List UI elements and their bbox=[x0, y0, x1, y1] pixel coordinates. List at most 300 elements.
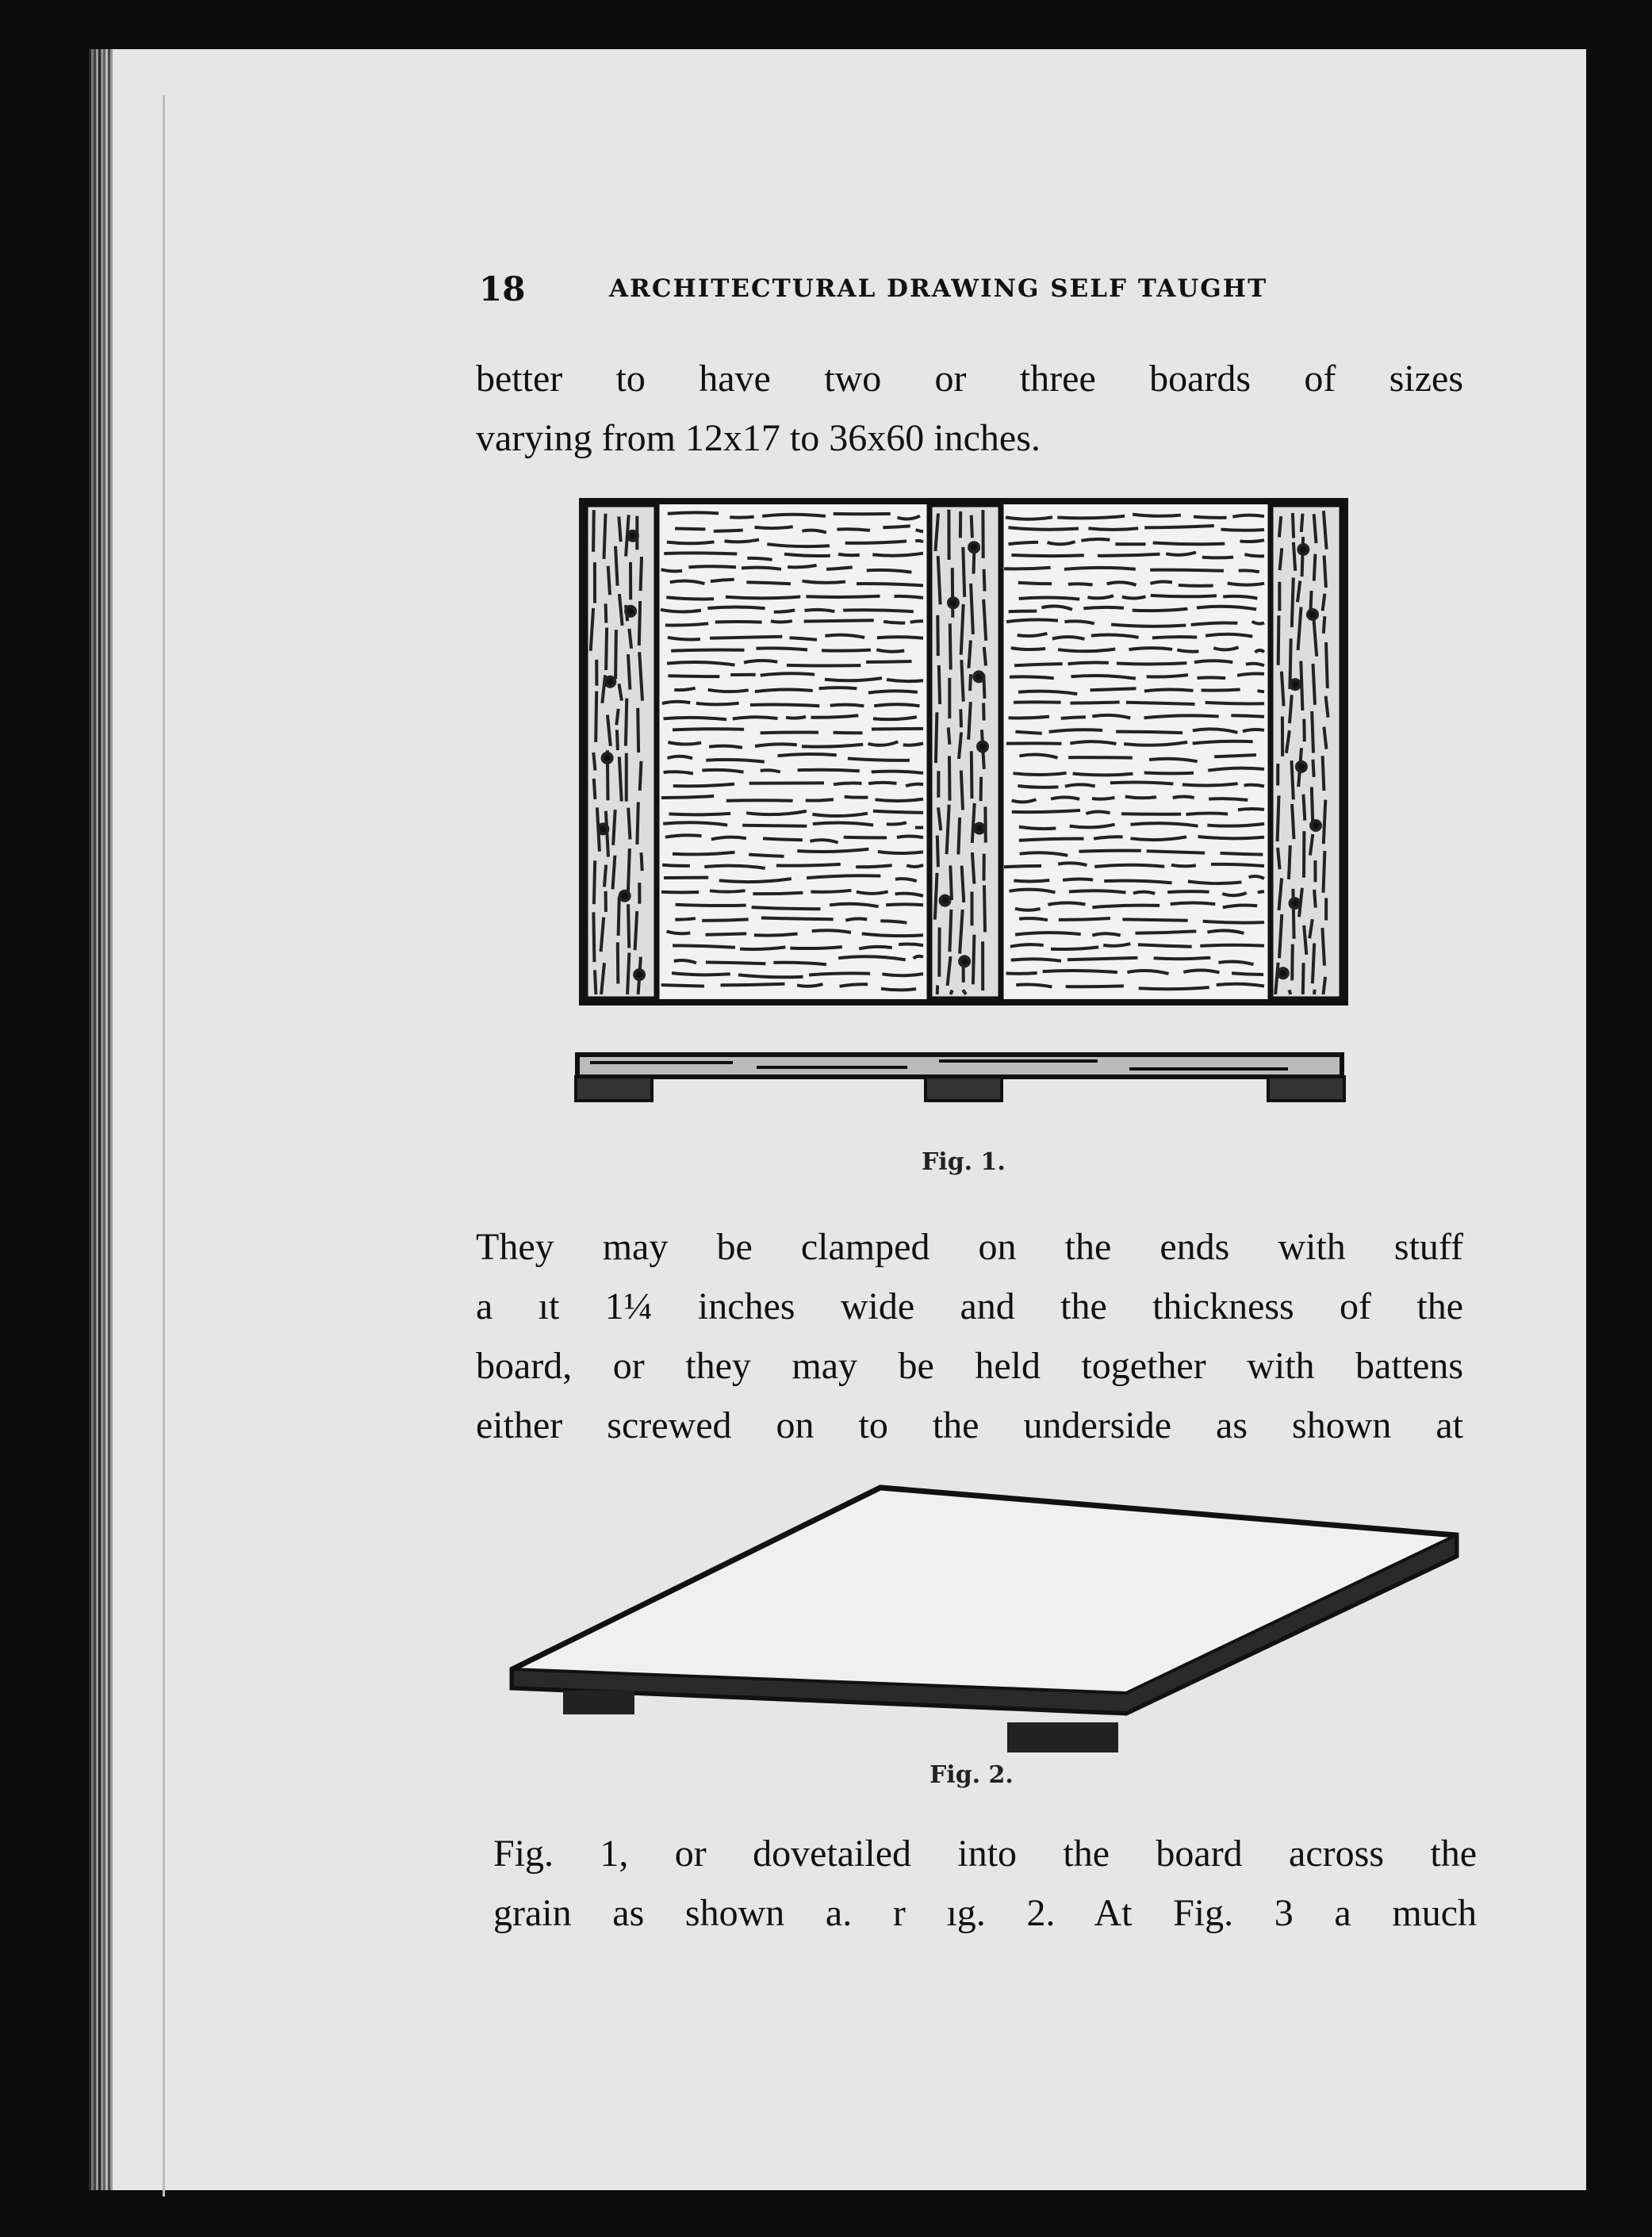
clamp-grain-stroke bbox=[1278, 848, 1280, 869]
grain-stroke bbox=[742, 825, 807, 826]
grain-stroke bbox=[1019, 827, 1056, 829]
grain-stroke bbox=[1171, 865, 1196, 867]
grain-stroke bbox=[661, 892, 699, 893]
grain-stroke bbox=[910, 621, 923, 622]
grain-stroke bbox=[1202, 557, 1233, 558]
knot-mark bbox=[974, 672, 983, 681]
knot-mark bbox=[949, 598, 958, 607]
clamp-grain-stroke bbox=[641, 557, 642, 591]
grain-stroke bbox=[742, 568, 781, 569]
clamp-grain-stroke bbox=[1278, 795, 1279, 841]
grain-stroke bbox=[838, 554, 860, 555]
clamp-grain-stroke bbox=[1303, 795, 1305, 821]
clamp-grain-stroke bbox=[1303, 963, 1304, 994]
grain-stroke bbox=[1067, 958, 1138, 960]
grain-stroke bbox=[1063, 879, 1093, 880]
grain-stroke bbox=[1065, 784, 1095, 786]
clamp-grain-stroke bbox=[1279, 516, 1281, 537]
grain-stroke bbox=[1171, 903, 1216, 905]
clamp-grain-stroke bbox=[1322, 928, 1324, 966]
grain-stroke bbox=[664, 718, 727, 719]
grain-stroke bbox=[906, 784, 923, 786]
clamp-grain-stroke bbox=[958, 818, 960, 855]
knot-mark bbox=[603, 753, 612, 763]
grain-stroke bbox=[1238, 809, 1264, 810]
dovetail-batten-side bbox=[1007, 1722, 1118, 1752]
grain-stroke bbox=[668, 512, 719, 513]
grain-stroke bbox=[844, 837, 887, 838]
grain-stroke bbox=[1152, 637, 1197, 638]
grain-stroke bbox=[915, 541, 923, 542]
grain-stroke bbox=[1073, 774, 1133, 776]
grain-stroke bbox=[1110, 783, 1174, 784]
grain-stroke bbox=[749, 855, 784, 856]
grain-stroke bbox=[895, 596, 924, 598]
paragraph-3 bbox=[493, 1824, 1477, 1943]
grain-stroke bbox=[672, 973, 730, 975]
grain-stroke bbox=[880, 921, 906, 922]
clamp-grain-stroke bbox=[616, 709, 618, 726]
grain-stroke bbox=[1182, 783, 1238, 785]
clamp-grain-stroke bbox=[606, 628, 607, 671]
grain-stroke bbox=[671, 650, 744, 651]
clamp-grain-stroke bbox=[1314, 990, 1315, 994]
clamp-grain-stroke bbox=[628, 808, 630, 840]
clamp-grain-stroke bbox=[1324, 800, 1326, 845]
knot-mark bbox=[634, 970, 644, 979]
clamp-grain-stroke bbox=[1313, 944, 1314, 984]
grain-stroke bbox=[675, 918, 696, 919]
grain-stroke bbox=[1154, 958, 1211, 959]
grain-stroke bbox=[1011, 648, 1045, 649]
grain-stroke bbox=[1150, 570, 1224, 571]
clamp-grain-stroke bbox=[984, 569, 985, 592]
grain-stroke bbox=[1147, 675, 1188, 676]
clamp-grain-stroke bbox=[972, 852, 975, 884]
grain-stroke bbox=[1239, 570, 1259, 572]
clamp-grain-stroke bbox=[615, 546, 618, 586]
clamp-grain-stroke bbox=[935, 873, 937, 920]
grain-stroke bbox=[1198, 837, 1264, 838]
grain-stroke bbox=[806, 596, 880, 597]
clamp-grain-stroke bbox=[629, 629, 631, 649]
clamp-grain-stroke bbox=[1314, 890, 1316, 908]
clamp-grain-stroke bbox=[937, 615, 938, 656]
grain-stroke bbox=[1144, 689, 1194, 691]
text-line: a ıt 1¼ inches wide and the thickness of the bbox=[476, 1285, 1463, 1327]
grain-stroke bbox=[1144, 773, 1194, 774]
clamp-grain-stroke bbox=[604, 514, 606, 559]
grain-stroke bbox=[1094, 837, 1123, 838]
clamp-grain-stroke bbox=[1292, 944, 1293, 981]
page-inner-edge bbox=[163, 95, 165, 2197]
clamp-grain-stroke bbox=[1301, 514, 1303, 532]
grain-stroke bbox=[1179, 585, 1213, 586]
grain-stroke bbox=[662, 702, 690, 703]
grain-stroke bbox=[1125, 797, 1156, 799]
grain-stroke bbox=[702, 919, 748, 921]
grain-stroke bbox=[1015, 909, 1041, 910]
grain-stroke bbox=[843, 610, 914, 611]
clamp-grain-stroke bbox=[1293, 513, 1294, 538]
grain-stroke bbox=[1122, 596, 1146, 598]
paragraph-2 bbox=[476, 1217, 1463, 1455]
knot-mark bbox=[969, 542, 979, 552]
grain-stroke bbox=[877, 637, 923, 638]
grain-stroke bbox=[1019, 598, 1080, 599]
grain-stroke bbox=[886, 904, 923, 905]
grain-stroke bbox=[1092, 933, 1120, 935]
knot-mark bbox=[626, 607, 635, 616]
grain-stroke bbox=[1090, 688, 1136, 690]
page-number: 18 bbox=[479, 270, 526, 308]
grain-stroke bbox=[1133, 515, 1181, 516]
grain-stroke bbox=[1133, 609, 1188, 611]
clamp-grain-stroke bbox=[1302, 537, 1304, 576]
grain-stroke bbox=[1019, 839, 1084, 841]
grain-stroke bbox=[857, 584, 923, 585]
clamp-grain-stroke bbox=[1324, 556, 1326, 588]
grain-stroke bbox=[806, 799, 834, 800]
grain-stroke bbox=[753, 893, 803, 894]
running-title: ARCHITECTURAL DRAWING SELF TAUGHT bbox=[609, 274, 1268, 303]
grain-stroke bbox=[711, 580, 734, 581]
grain-stroke bbox=[667, 542, 715, 543]
grain-stroke bbox=[1043, 971, 1117, 972]
grain-stroke bbox=[1150, 581, 1172, 583]
knot-mark bbox=[1278, 968, 1288, 978]
grain-stroke bbox=[730, 517, 754, 518]
grain-stroke bbox=[1019, 918, 1048, 920]
clamp-grain-stroke bbox=[593, 753, 595, 771]
clamp-grain-stroke bbox=[1278, 615, 1279, 665]
clamp-grain-stroke bbox=[627, 953, 629, 995]
clamp-grain-stroke bbox=[628, 904, 629, 948]
grain-stroke bbox=[1116, 732, 1182, 734]
clamp-grain-stroke bbox=[937, 836, 938, 868]
grain-stroke bbox=[688, 566, 736, 567]
grain-stroke bbox=[784, 554, 830, 556]
clamp-grain-stroke bbox=[949, 756, 950, 800]
grain-stroke bbox=[1243, 730, 1264, 731]
grain-stroke bbox=[706, 933, 747, 934]
clamp-grain-stroke bbox=[936, 712, 937, 763]
grain-stroke bbox=[1088, 528, 1138, 530]
grain-stroke bbox=[899, 944, 923, 945]
grain-stroke bbox=[762, 515, 826, 516]
grain-stroke bbox=[830, 705, 864, 707]
knot-mark bbox=[941, 896, 950, 906]
grain-stroke bbox=[804, 620, 874, 621]
grain-stroke bbox=[1059, 918, 1110, 920]
clamp-grain-stroke bbox=[640, 761, 642, 791]
grain-stroke bbox=[805, 610, 835, 611]
grain-stroke bbox=[676, 905, 746, 906]
grain-stroke bbox=[826, 567, 853, 569]
grain-stroke bbox=[1232, 515, 1264, 517]
clamp-grain-stroke bbox=[593, 912, 594, 962]
grain-stroke bbox=[848, 759, 910, 760]
knot-mark bbox=[1311, 821, 1320, 830]
grain-stroke bbox=[1011, 555, 1083, 556]
clamp-grain-stroke bbox=[613, 810, 615, 845]
grain-stroke bbox=[878, 852, 923, 853]
grain-stroke bbox=[1173, 797, 1194, 798]
grain-stroke bbox=[721, 984, 785, 986]
figure-2-caption: Fig. 2. bbox=[929, 1761, 1014, 1789]
grain-stroke bbox=[1136, 931, 1197, 933]
clamp-grain-stroke bbox=[1312, 711, 1313, 753]
clamp-grain-stroke bbox=[1324, 851, 1325, 893]
grain-stroke bbox=[763, 838, 803, 840]
grain-stroke bbox=[1092, 798, 1115, 799]
grain-stroke bbox=[733, 717, 778, 718]
grain-stroke bbox=[1144, 526, 1214, 527]
grain-stroke bbox=[874, 704, 919, 706]
knot-mark bbox=[628, 531, 638, 541]
clamp-grain-stroke bbox=[1293, 889, 1294, 939]
clamp-grain-stroke bbox=[1323, 594, 1325, 611]
grain-stroke bbox=[1167, 891, 1209, 892]
grain-stroke bbox=[761, 918, 834, 920]
grain-stroke bbox=[903, 744, 923, 745]
grain-stroke bbox=[1015, 732, 1041, 734]
clamp-grain-stroke bbox=[950, 865, 952, 900]
grain-stroke bbox=[1010, 676, 1054, 678]
running-head bbox=[479, 270, 1316, 317]
clamp-grain-stroke bbox=[949, 727, 950, 744]
grain-stroke bbox=[882, 974, 923, 975]
clamp-grain-stroke bbox=[617, 730, 618, 750]
grain-stroke bbox=[809, 973, 870, 975]
clamp-grain-stroke bbox=[606, 603, 607, 622]
grain-stroke bbox=[1153, 543, 1225, 545]
grain-stroke bbox=[1014, 880, 1049, 882]
grain-stroke bbox=[1191, 623, 1238, 625]
grain-stroke bbox=[866, 661, 911, 662]
dovetail-batten-front bbox=[563, 1691, 634, 1714]
clamp-grain-stroke bbox=[604, 865, 606, 887]
grain-stroke bbox=[778, 754, 837, 756]
grain-stroke bbox=[837, 529, 870, 531]
grain-stroke bbox=[872, 729, 923, 730]
clamp-grain-stroke bbox=[949, 910, 951, 952]
figure-2-board-perspective bbox=[508, 1483, 1459, 1760]
clamp-grain-stroke bbox=[963, 547, 964, 597]
grain-stroke bbox=[1012, 810, 1080, 812]
grain-stroke bbox=[665, 623, 708, 625]
clamp-grain-stroke bbox=[639, 601, 640, 645]
grain-stroke bbox=[1009, 717, 1049, 718]
grain-stroke bbox=[666, 597, 714, 599]
clamp-grain-stroke bbox=[981, 777, 982, 801]
grain-stroke bbox=[1209, 799, 1248, 800]
grain-stroke bbox=[845, 918, 867, 920]
grain-stroke bbox=[786, 717, 806, 718]
clamp-grain-stroke bbox=[635, 911, 638, 950]
grain-stroke bbox=[1014, 664, 1063, 665]
scan-border bbox=[1586, 49, 1652, 2237]
clamp-grain-stroke bbox=[628, 654, 630, 690]
knot-mark bbox=[598, 824, 608, 833]
grain-stroke bbox=[1198, 677, 1226, 678]
grain-stroke bbox=[883, 622, 905, 623]
clamp-grain-stroke bbox=[984, 885, 985, 932]
grain-stroke bbox=[1079, 851, 1140, 852]
clamp-grain-stroke bbox=[1304, 719, 1305, 742]
grain-stroke bbox=[710, 637, 782, 638]
grain-stroke bbox=[887, 822, 906, 824]
text-line: varying from 12x17 to 36x60 inches. bbox=[476, 417, 1041, 459]
grain-stroke bbox=[1068, 663, 1109, 665]
clamp-grain-stroke bbox=[968, 702, 971, 740]
knot-mark bbox=[975, 824, 984, 833]
clamp-grain-stroke bbox=[615, 630, 616, 679]
grain-stroke bbox=[822, 650, 871, 651]
knot-mark bbox=[1297, 762, 1306, 772]
clamp-grain-stroke bbox=[1280, 548, 1282, 570]
batten-end-middle bbox=[926, 1077, 1002, 1101]
grain-stroke bbox=[790, 947, 841, 948]
clamp-grain-stroke bbox=[983, 703, 984, 720]
grain-stroke bbox=[1177, 650, 1198, 652]
grain-stroke bbox=[1231, 715, 1264, 717]
grain-stroke bbox=[883, 526, 910, 527]
clamp-grain-stroke bbox=[593, 510, 594, 552]
grain-stroke bbox=[1009, 611, 1037, 612]
grain-stroke bbox=[1126, 703, 1195, 704]
grain-stroke bbox=[1232, 973, 1263, 975]
clamp-grain-stroke bbox=[961, 771, 963, 810]
grain-stroke bbox=[1200, 945, 1264, 946]
knot-mark bbox=[620, 891, 630, 901]
paragraph-1 bbox=[476, 349, 1463, 468]
grain-stroke bbox=[1094, 865, 1164, 867]
clamp-grain-stroke bbox=[950, 623, 951, 669]
clamp-grain-stroke bbox=[1282, 672, 1284, 707]
grain-stroke bbox=[1244, 554, 1264, 556]
grain-stroke bbox=[868, 691, 918, 692]
grain-stroke bbox=[887, 680, 923, 681]
grain-stroke bbox=[1214, 755, 1256, 757]
grain-stroke bbox=[1048, 903, 1085, 905]
text-line: better to have two or three boards of sizes bbox=[476, 358, 1463, 400]
grain-stroke bbox=[761, 673, 815, 675]
clamp-grain-stroke bbox=[1292, 760, 1294, 799]
grain-stroke bbox=[1014, 773, 1067, 775]
figure-1-board-edge bbox=[574, 1051, 1345, 1107]
grain-stroke bbox=[1147, 851, 1205, 852]
grain-stroke bbox=[1194, 661, 1232, 662]
clamp-grain-stroke bbox=[594, 860, 595, 904]
clamp-grain-stroke bbox=[1289, 845, 1290, 879]
grain-stroke bbox=[761, 770, 780, 772]
grain-stroke bbox=[747, 558, 772, 560]
clamp-grain-stroke bbox=[973, 935, 975, 985]
knot-mark bbox=[1298, 545, 1308, 554]
clamp-grain-stroke bbox=[1323, 756, 1324, 791]
text-line: Fig. 1, or dovetailed into the board across the bbox=[493, 1833, 1477, 1875]
grain-stroke bbox=[1061, 717, 1086, 718]
grain-stroke bbox=[798, 770, 860, 772]
grain-stroke bbox=[752, 907, 821, 909]
grain-stroke bbox=[673, 945, 735, 947]
grain-stroke bbox=[873, 811, 923, 813]
grain-stroke bbox=[661, 985, 704, 986]
grain-stroke bbox=[1081, 539, 1110, 541]
clamp-grain-stroke bbox=[1314, 554, 1316, 581]
clamp-grain-stroke bbox=[984, 647, 986, 666]
grain-stroke bbox=[1205, 703, 1264, 704]
clamp-grain-stroke bbox=[1314, 514, 1317, 543]
clamp-grain-stroke bbox=[968, 641, 971, 668]
grain-stroke bbox=[881, 989, 916, 990]
grain-stroke bbox=[776, 864, 841, 866]
clamp-grain-stroke bbox=[618, 942, 619, 983]
grain-stroke bbox=[1009, 542, 1039, 544]
clamp-grain-stroke bbox=[626, 699, 627, 746]
grain-stroke bbox=[1111, 625, 1186, 626]
batten-end-right bbox=[1268, 1077, 1344, 1101]
grain-stroke bbox=[845, 797, 868, 798]
grain-stroke bbox=[1069, 891, 1126, 892]
grain-stroke bbox=[675, 529, 705, 530]
figure-1-caption: Fig. 1. bbox=[922, 1148, 1006, 1176]
grain-stroke bbox=[1139, 987, 1209, 989]
grain-stroke bbox=[756, 648, 807, 649]
grain-stroke bbox=[1228, 583, 1264, 584]
book-spine bbox=[89, 49, 113, 2190]
grain-stroke bbox=[661, 796, 714, 798]
grain-stroke bbox=[1194, 517, 1227, 518]
grain-stroke bbox=[1240, 540, 1265, 542]
grain-stroke bbox=[1211, 864, 1264, 866]
grain-stroke bbox=[856, 865, 892, 867]
grain-stroke bbox=[1202, 690, 1240, 691]
clamp-grain-stroke bbox=[1324, 977, 1326, 994]
clamp-grain-stroke bbox=[951, 990, 952, 994]
grain-stroke bbox=[1004, 568, 1051, 569]
grain-stroke bbox=[1221, 853, 1263, 855]
knot-mark bbox=[978, 742, 987, 752]
grain-stroke bbox=[1122, 919, 1187, 920]
clamp-grain-stroke bbox=[637, 802, 638, 845]
clamp-grain-stroke bbox=[939, 665, 940, 704]
grain-stroke bbox=[662, 865, 690, 866]
grain-stroke bbox=[755, 527, 793, 528]
knot-mark bbox=[960, 956, 969, 966]
clamp-grain-stroke bbox=[1290, 695, 1292, 723]
clamp-grain-stroke bbox=[1290, 990, 1291, 995]
batten-end-left bbox=[576, 1077, 652, 1101]
grain-stroke bbox=[1221, 530, 1265, 531]
grain-stroke bbox=[1133, 892, 1155, 894]
grain-stroke bbox=[872, 772, 923, 773]
clamp-grain-stroke bbox=[1324, 616, 1325, 634]
text-line: board, or they may be held together with battens bbox=[476, 1345, 1463, 1387]
grain-stroke bbox=[1064, 568, 1136, 569]
clamp-grain-stroke bbox=[1294, 542, 1295, 571]
text-line: grain as shown a. r ıg. 2. At Fig. 3 a much bbox=[493, 1892, 1477, 1934]
grain-stroke bbox=[665, 835, 702, 837]
grain-stroke bbox=[709, 746, 742, 748]
clamp-grain-stroke bbox=[1292, 804, 1294, 839]
grain-stroke bbox=[1237, 673, 1264, 675]
clamp-grain-stroke bbox=[952, 568, 953, 618]
grain-stroke bbox=[664, 553, 737, 554]
knot-mark bbox=[1290, 898, 1300, 908]
grain-stroke bbox=[746, 582, 791, 584]
